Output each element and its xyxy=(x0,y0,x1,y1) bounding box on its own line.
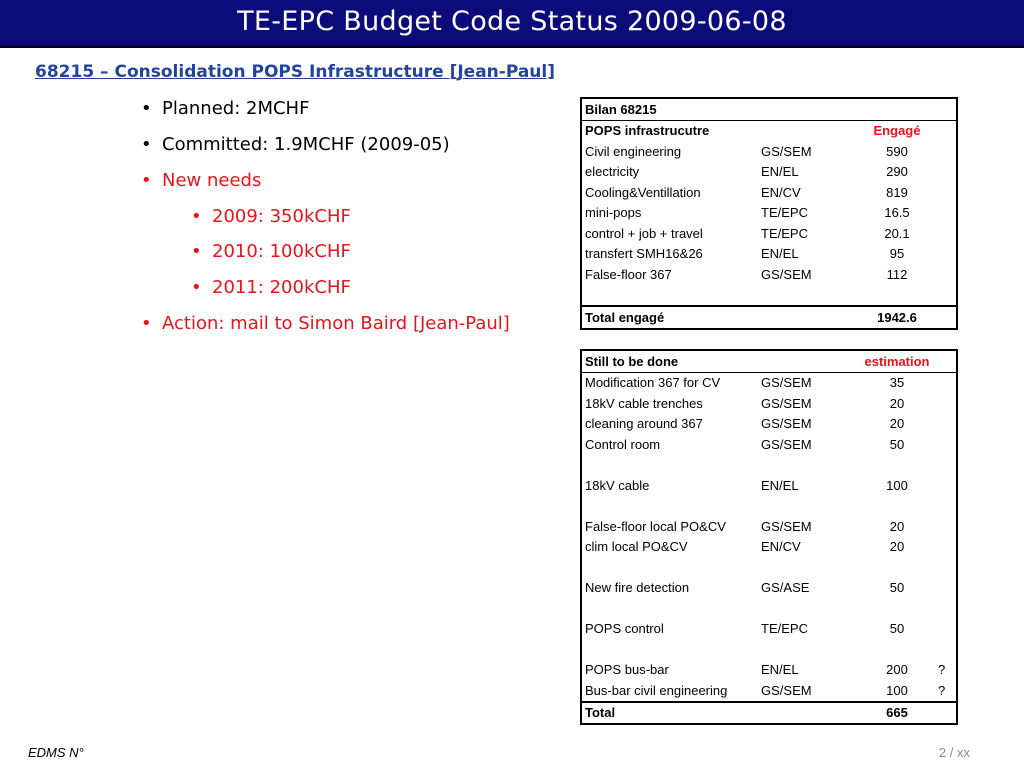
todo-total-blank xyxy=(758,702,859,725)
row-note xyxy=(935,162,957,183)
row-note xyxy=(935,182,957,203)
row-value: 50 xyxy=(889,436,905,452)
todo-total-note xyxy=(935,702,957,725)
table-row xyxy=(581,475,957,496)
todo-total-label: Total xyxy=(581,702,758,725)
row-group: TE/EPC xyxy=(761,205,808,221)
row-item: mini-pops xyxy=(585,205,642,221)
row-item: control + job + travel xyxy=(585,225,703,241)
row-group: GS/SEM xyxy=(761,395,812,411)
row-value: 200 xyxy=(886,662,908,678)
row-note xyxy=(935,537,957,558)
table-row xyxy=(581,680,957,702)
bilan-header-note xyxy=(935,120,957,141)
row-value: 95 xyxy=(889,246,905,262)
row-group: EN/EL xyxy=(761,246,799,262)
row-value: 20 xyxy=(889,395,905,411)
row-value xyxy=(859,557,935,578)
row-item: Modification 367 for CV xyxy=(585,375,721,391)
row-item: Civil engineering xyxy=(585,143,682,159)
bilan-total-note xyxy=(935,306,957,329)
todo-header-status: estimation xyxy=(859,350,935,372)
row-item: Cooling&Ventillation xyxy=(585,184,701,200)
row-note xyxy=(935,598,957,619)
bilan-title-row xyxy=(581,98,957,120)
row-group xyxy=(758,455,859,476)
row-value: 112 xyxy=(886,266,908,282)
table-row xyxy=(581,203,957,224)
row-note xyxy=(935,141,957,162)
table-row xyxy=(581,414,957,435)
row-value xyxy=(859,598,935,619)
row-item xyxy=(581,639,758,660)
table-row xyxy=(581,660,957,681)
row-item: clim local PO&CV xyxy=(585,539,688,555)
bullet-dot: • xyxy=(141,170,152,191)
table-row xyxy=(581,372,957,393)
row-group xyxy=(758,598,859,619)
bullet-2011-text: 2011: 200kCHF xyxy=(212,277,351,298)
row-group: GS/SEM xyxy=(761,375,812,391)
bullet-dot: • xyxy=(141,313,152,334)
row-note xyxy=(935,496,957,517)
row-note xyxy=(935,639,957,660)
todo-header-label: Still to be done xyxy=(581,350,758,372)
row-group: EN/CV xyxy=(761,539,801,555)
table-row xyxy=(581,537,957,558)
bullet-dot: • xyxy=(141,98,152,119)
bullet-committed xyxy=(141,134,450,155)
table-row xyxy=(581,182,957,203)
row-group: GS/SEM xyxy=(761,266,812,282)
row-item: False-floor 367 xyxy=(585,266,672,282)
table-row xyxy=(581,496,957,517)
row-value xyxy=(859,496,935,517)
row-value: 100 xyxy=(886,682,908,698)
row-group: EN/CV xyxy=(761,184,801,200)
table-row xyxy=(581,264,957,285)
bilan-header-label: POPS infrastrucutre xyxy=(585,123,710,139)
table-row xyxy=(581,598,957,619)
todo-header-note xyxy=(935,350,957,372)
row-item: POPS bus-bar xyxy=(585,662,669,678)
bilan-total-blank xyxy=(758,306,859,329)
row-value: 16.5 xyxy=(884,205,910,221)
row-item: 18kV cable xyxy=(585,477,650,493)
table-row xyxy=(581,578,957,599)
table-row xyxy=(581,393,957,414)
bullet-2011 xyxy=(191,277,351,298)
bilan-total-row xyxy=(581,306,957,329)
row-note xyxy=(935,434,957,455)
row-item: transfert SMH16&26 xyxy=(585,246,703,262)
row-value: 819 xyxy=(886,184,908,200)
bilan-header-blank xyxy=(758,120,859,141)
table-row xyxy=(581,619,957,640)
bullet-new-needs-text: New needs xyxy=(162,170,262,191)
bullet-dot: • xyxy=(191,206,202,227)
row-item: False-floor local PO&CV xyxy=(585,518,726,534)
row-group xyxy=(758,496,859,517)
todo-total-value: 665 xyxy=(859,702,935,725)
bilan-total-value: 1942.6 xyxy=(859,306,935,329)
footer-page-number: 2 / xx xyxy=(938,745,970,760)
row-value: 35 xyxy=(889,375,905,391)
table-row xyxy=(581,639,957,660)
row-note xyxy=(935,223,957,244)
row-value: 20 xyxy=(889,416,905,432)
row-item: New fire detection xyxy=(585,580,690,596)
row-item: 18kV cable trenches xyxy=(585,395,703,411)
slide-header xyxy=(0,0,1024,48)
bilan-title: Bilan 68215 xyxy=(581,98,957,120)
row-group xyxy=(758,639,859,660)
row-value xyxy=(859,455,935,476)
bullet-2009-text: 2009: 350kCHF xyxy=(212,206,351,227)
row-item xyxy=(581,455,758,476)
row-note xyxy=(935,557,957,578)
row-note xyxy=(935,619,957,640)
row-item xyxy=(581,496,758,517)
row-note: ? xyxy=(938,682,946,698)
todo-header-row xyxy=(581,350,957,372)
bilan-total-label: Total engagé xyxy=(581,306,758,329)
row-item: electricity xyxy=(585,164,640,180)
row-item: Control room xyxy=(585,436,661,452)
row-group: GS/SEM xyxy=(761,682,812,698)
bullet-committed-text: Committed: 1.9MCHF (2009-05) xyxy=(162,134,450,155)
row-value: 20 xyxy=(889,518,905,534)
row-value: 50 xyxy=(889,621,905,637)
row-note xyxy=(935,455,957,476)
table-row xyxy=(581,557,957,578)
table-row xyxy=(581,455,957,476)
row-item: POPS control xyxy=(585,621,664,637)
row-note xyxy=(935,578,957,599)
table-row xyxy=(581,434,957,455)
bullet-2009 xyxy=(191,206,351,227)
section-subtitle[interactable]: 68215 – Consolidation POPS Infrastructure [Jean-Paul] xyxy=(35,62,555,82)
bullet-2010 xyxy=(191,241,351,262)
row-group: EN/EL xyxy=(761,477,799,493)
row-value: 100 xyxy=(886,477,908,493)
row-value: 20 xyxy=(889,539,905,555)
bilan-table xyxy=(580,97,958,330)
bullet-dot: • xyxy=(141,134,152,155)
table-row xyxy=(581,223,957,244)
bullet-dot: • xyxy=(191,277,202,298)
row-note xyxy=(935,203,957,224)
row-group xyxy=(758,557,859,578)
row-value: 50 xyxy=(889,580,905,596)
row-group: EN/EL xyxy=(761,662,799,678)
bilan-header-status: Engagé xyxy=(873,123,921,139)
row-note xyxy=(935,372,957,393)
row-item: Bus-bar civil engineering xyxy=(585,682,728,698)
row-group: TE/EPC xyxy=(761,621,808,637)
bullet-planned-text: Planned: 2MCHF xyxy=(162,98,310,119)
row-value: 290 xyxy=(886,164,908,180)
row-group: GS/SEM xyxy=(761,416,812,432)
bullet-action xyxy=(141,313,510,334)
row-note xyxy=(935,475,957,496)
todo-table xyxy=(580,349,958,725)
todo-total-row xyxy=(581,702,957,725)
bullet-new-needs xyxy=(141,170,262,191)
bullet-action-text: Action: mail to Simon Baird [Jean-Paul] xyxy=(162,313,510,334)
row-note xyxy=(935,516,957,537)
table-row xyxy=(581,141,957,162)
bullet-planned xyxy=(141,98,310,119)
row-value xyxy=(859,639,935,660)
row-note xyxy=(935,414,957,435)
todo-header-blank xyxy=(758,350,859,372)
footer-edms: EDMS N° xyxy=(28,745,84,760)
table-row xyxy=(581,516,957,537)
bullet-dot: • xyxy=(191,241,202,262)
table-row xyxy=(581,162,957,183)
row-group: GS/SEM xyxy=(761,143,812,159)
row-value: 590 xyxy=(886,143,908,159)
row-value: 20.1 xyxy=(884,225,910,241)
row-item xyxy=(581,557,758,578)
row-group: GS/SEM xyxy=(761,436,812,452)
row-note xyxy=(935,264,957,285)
bilan-header-row xyxy=(581,120,957,141)
row-group: TE/EPC xyxy=(761,225,808,241)
row-note xyxy=(935,393,957,414)
table-row xyxy=(581,244,957,265)
row-group: GS/ASE xyxy=(761,580,810,596)
slide-title: TE-EPC Budget Code Status 2009-06-08 xyxy=(237,6,787,37)
row-item: cleaning around 367 xyxy=(585,416,703,432)
row-group: EN/EL xyxy=(761,164,799,180)
row-note: ? xyxy=(938,662,946,678)
row-note xyxy=(935,244,957,265)
row-group: GS/SEM xyxy=(761,518,812,534)
bilan-spacer-row xyxy=(581,285,957,307)
row-item xyxy=(581,598,758,619)
bullet-2010-text: 2010: 100kCHF xyxy=(212,241,351,262)
